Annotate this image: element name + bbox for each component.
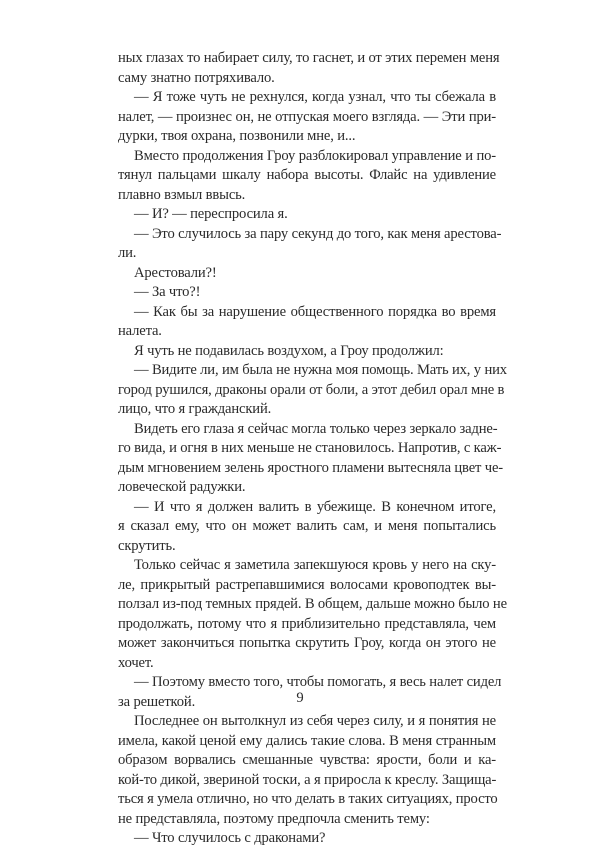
text-line: ться я умела отлично, но что делать в таких ситуациях, просто [118, 791, 498, 807]
text-line: продолжать, потому что я приблизительно представляла, чем [118, 615, 496, 632]
text-line: налет, — произнес он, не отпуская моего взгляда. — Эти при- [118, 108, 496, 125]
body-text [118, 49, 507, 849]
text-line: Только сейчас я заметила запекшуюся кровь у него на ску- [134, 557, 496, 573]
text-line: плавно взмыл ввысь. [118, 186, 246, 203]
text-line: — Видите ли, им была не нужна моя помощь. Мать их, у них [134, 362, 507, 378]
text-line: — Поэтому вместо того, чтобы помогать, я весь налет сидел [134, 674, 502, 690]
text-line: — Как бы за нарушение общественного порядка во время [134, 303, 496, 320]
text-line: образом ворвались смешанные чувства: ярости, боли и ка- [118, 752, 496, 768]
text-line: за решеткой. [118, 693, 196, 710]
text-line: лицо, что я гражданский. [118, 401, 272, 417]
text-line: Видеть его глаза я сейчас могла только через зеркало задне- [134, 420, 498, 437]
page-number: 9 [296, 690, 304, 706]
text-line: ных глазах то набирает силу, то гаснет, и от этих перемен меня [118, 50, 500, 66]
text-line: — И? — переспросила я. [134, 206, 288, 222]
text-line: Арестовали?! [134, 264, 217, 281]
text-line: — И что я должен валить в убежище. В конечном итоге, [134, 498, 496, 515]
text-line: го вида, и огня в них меньше не становилось. Напротив, с каж- [118, 440, 502, 456]
text-line: кой-то дикой, звериной тоски, а я приросла к креслу. Защища- [118, 771, 497, 788]
text-line: — За что?! [134, 284, 201, 300]
text-line: — Что случилось с драконами? [134, 830, 326, 846]
text-line: — Я тоже чуть не рехнулся, когда узнал, что ты сбежала в [134, 89, 496, 105]
text-line: может закончиться попытка скрутить Гроу, когда он этого не [118, 635, 496, 651]
text-line: дурки, твоя охрана, позвонили мне, и... [118, 128, 356, 144]
text-line: имела, какой ценой ему дались такие слова. В меня странным [118, 732, 496, 749]
text-line: Последнее он вытолкнул из себя через силу, и я понятия не [134, 713, 496, 729]
text-line: налета. [118, 323, 162, 339]
text-line: не представляла, поэтому предпочла сменить тему: [118, 810, 430, 827]
text-line: ловеческой радужки. [118, 479, 246, 495]
text-line: дым мгновением зелень яростного пламени вытесняла цвет че- [118, 459, 503, 476]
text-line: Вместо продолжения Гроу разблокировал управление и по- [134, 147, 496, 164]
text-line: — Это случилось за пару секунд до того, как меня арестова- [134, 225, 502, 242]
text-line: тянул пальцами шкалу набора высоты. Флайс на удивление [118, 167, 496, 183]
text-line: город рушился, драконы орали от боли, а этот дебил орал мне в [118, 381, 505, 398]
text-line: ли. [118, 245, 137, 261]
text-line: хочет. [118, 654, 154, 671]
text-line: саму знатно потряхивало. [118, 69, 275, 86]
text-line: я сказал ему, что он может валить сам, и меня попытались [118, 518, 496, 534]
text-line: Я чуть не подавилась воздухом, а Гроу продолжил: [134, 342, 444, 359]
text-line: ползал из-под темных прядей. В общем, дальше можно было не [118, 596, 507, 612]
text-line: скрутить. [118, 537, 176, 554]
text-line: ле, прикрытый растрепавшимися волосами кровоподтек вы- [118, 576, 496, 593]
